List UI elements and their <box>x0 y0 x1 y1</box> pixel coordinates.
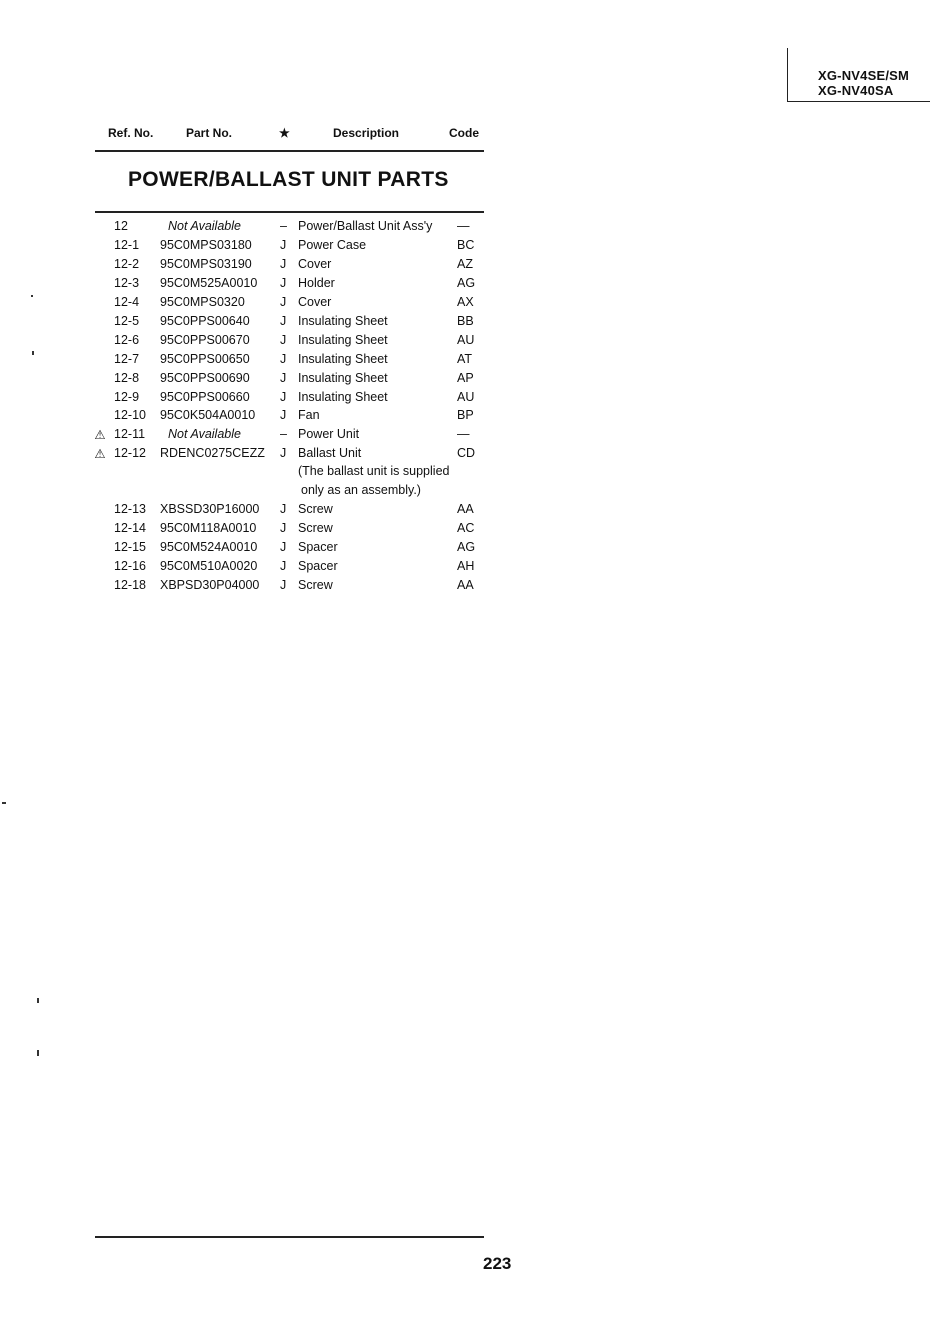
description: Cover <box>298 295 332 309</box>
price-code: — <box>457 427 470 441</box>
header-ref-no: Ref. No. <box>108 126 154 140</box>
list-item <box>0 540 950 559</box>
part-number: 95C0M510A0020 <box>160 559 258 573</box>
description: Insulating Sheet <box>298 390 388 404</box>
description: Screw <box>298 502 333 516</box>
list-item <box>0 578 950 597</box>
list-item <box>0 408 950 427</box>
description: Insulating Sheet <box>298 314 388 328</box>
list-item <box>0 257 950 276</box>
list-item <box>0 219 950 238</box>
ref-number: 12-10 <box>114 408 146 422</box>
list-item <box>0 390 950 409</box>
star-mark: J <box>280 408 287 422</box>
part-number: 95C0PPS00690 <box>160 371 250 385</box>
list-item <box>0 446 950 465</box>
model-number-2: XG-NV40SA <box>818 83 894 98</box>
part-number: 95C0M525A0010 <box>160 276 258 290</box>
star-mark: J <box>280 238 287 252</box>
star-mark: J <box>280 578 287 592</box>
ballast-note-line-2: only as an assembly.) <box>301 483 421 497</box>
warning-icon: ⚠ <box>94 428 106 442</box>
description: Holder <box>298 276 335 290</box>
part-number: 95C0MPS03190 <box>160 257 252 271</box>
part-number: Not Available <box>168 219 241 233</box>
scan-speck <box>32 351 34 355</box>
price-code: AX <box>457 295 474 309</box>
list-item <box>0 276 950 295</box>
model-number-1: XG-NV4SE/SM <box>818 68 910 83</box>
part-number: 95C0PPS00670 <box>160 333 250 347</box>
price-code: AT <box>457 352 473 366</box>
ref-number: 12-2 <box>114 257 140 271</box>
price-code: BP <box>457 408 474 422</box>
part-number: 95C0M524A0010 <box>160 540 258 554</box>
price-code: AU <box>457 390 475 404</box>
description: Fan <box>298 408 320 422</box>
description: Insulating Sheet <box>298 371 388 385</box>
description: Insulating Sheet <box>298 352 388 366</box>
header-rule <box>95 150 484 152</box>
ref-number: 12-15 <box>114 540 146 554</box>
page-number: 223 <box>483 1254 512 1273</box>
star-mark: J <box>280 276 287 290</box>
scan-speck <box>37 1050 39 1056</box>
price-code: AH <box>457 559 475 573</box>
part-number: 95C0MPS03180 <box>160 238 252 252</box>
list-item <box>0 352 950 371</box>
list-item <box>0 333 950 352</box>
section-title: POWER/BALLAST UNIT PARTS <box>128 168 449 191</box>
header-part-no: Part No. <box>186 126 233 140</box>
ref-number: 12-18 <box>114 578 146 592</box>
description: Screw <box>298 578 333 592</box>
list-item <box>0 295 950 314</box>
ref-number: 12-16 <box>114 559 146 573</box>
warning-icon: ⚠ <box>94 447 106 461</box>
price-code: AZ <box>457 257 473 271</box>
scan-speck <box>2 802 6 804</box>
description: Insulating Sheet <box>298 333 388 347</box>
star-mark: J <box>280 352 287 366</box>
part-number: 95C0K504A0010 <box>160 408 256 422</box>
price-code: AG <box>457 276 476 290</box>
ballast-note-line-1: (The ballast unit is supplied <box>298 464 450 478</box>
star-mark: J <box>280 521 287 535</box>
price-code: AG <box>457 540 476 554</box>
star-mark: – <box>280 427 287 441</box>
part-number: XBPSD30P04000 <box>160 578 260 592</box>
star-mark: J <box>280 559 287 573</box>
ref-number: 12-11 <box>114 427 146 441</box>
star-mark: J <box>280 295 287 309</box>
ref-number: 12-1 <box>114 238 140 252</box>
price-code: AU <box>457 333 475 347</box>
star-mark: J <box>280 333 287 347</box>
ref-number: 12-7 <box>114 352 140 366</box>
description: Power Case <box>298 238 367 252</box>
ref-number: 12-5 <box>114 314 140 328</box>
price-code: AA <box>457 502 474 516</box>
part-number: 95C0PPS00640 <box>160 314 250 328</box>
description: Ballast Unit <box>298 446 362 460</box>
description: Spacer <box>298 559 338 573</box>
description: Screw <box>298 521 333 535</box>
ref-number: 12-3 <box>114 276 140 290</box>
header-code: Code <box>449 126 479 140</box>
part-number: RDENC0275CEZZ <box>160 446 265 460</box>
model-box <box>787 48 930 102</box>
price-code: AA <box>457 578 474 592</box>
header-star-icon: ★ <box>279 126 290 140</box>
star-mark: J <box>280 390 287 404</box>
list-item <box>0 521 950 540</box>
part-number: XBSSD30P16000 <box>160 502 260 516</box>
star-mark: J <box>280 257 287 271</box>
price-code: CD <box>457 446 476 460</box>
star-mark: J <box>280 314 287 328</box>
star-mark: J <box>280 502 287 516</box>
description: Cover <box>298 257 332 271</box>
scan-speck <box>37 998 39 1003</box>
list-item <box>0 371 950 390</box>
star-mark: J <box>280 540 287 554</box>
list-item <box>0 559 950 578</box>
description: Spacer <box>298 540 338 554</box>
price-code: — <box>457 219 470 233</box>
ref-number: 12-9 <box>114 390 140 404</box>
part-number: 95C0PPS00660 <box>160 390 250 404</box>
part-number: 95C0PPS00650 <box>160 352 250 366</box>
star-mark: – <box>280 219 287 233</box>
price-code: AC <box>457 521 475 535</box>
header-description: Description <box>333 126 400 140</box>
part-number: Not Available <box>168 427 241 441</box>
part-number: 95C0MPS0320 <box>160 295 245 309</box>
scan-speck <box>31 295 33 297</box>
list-item <box>0 314 950 333</box>
star-mark: J <box>280 371 287 385</box>
price-code: BC <box>457 238 475 252</box>
ref-number: 12-13 <box>114 502 146 516</box>
price-code: AP <box>457 371 474 385</box>
part-number: 95C0M118A0010 <box>160 521 257 535</box>
list-item <box>0 427 950 446</box>
ref-number: 12-14 <box>114 521 146 535</box>
footer-rule <box>95 1236 484 1238</box>
description: Power Unit <box>298 427 360 441</box>
star-mark: J <box>280 446 287 460</box>
list-item <box>0 502 950 521</box>
list-item <box>0 238 950 257</box>
description: Power/Ballast Unit Ass'y <box>298 219 433 233</box>
price-code: BB <box>457 314 474 328</box>
ref-number: 12-12 <box>114 446 146 460</box>
ref-number: 12 <box>114 219 128 233</box>
title-rule <box>95 211 484 213</box>
ref-number: 12-8 <box>114 371 140 385</box>
ref-number: 12-6 <box>114 333 140 347</box>
ref-number: 12-4 <box>114 295 140 309</box>
